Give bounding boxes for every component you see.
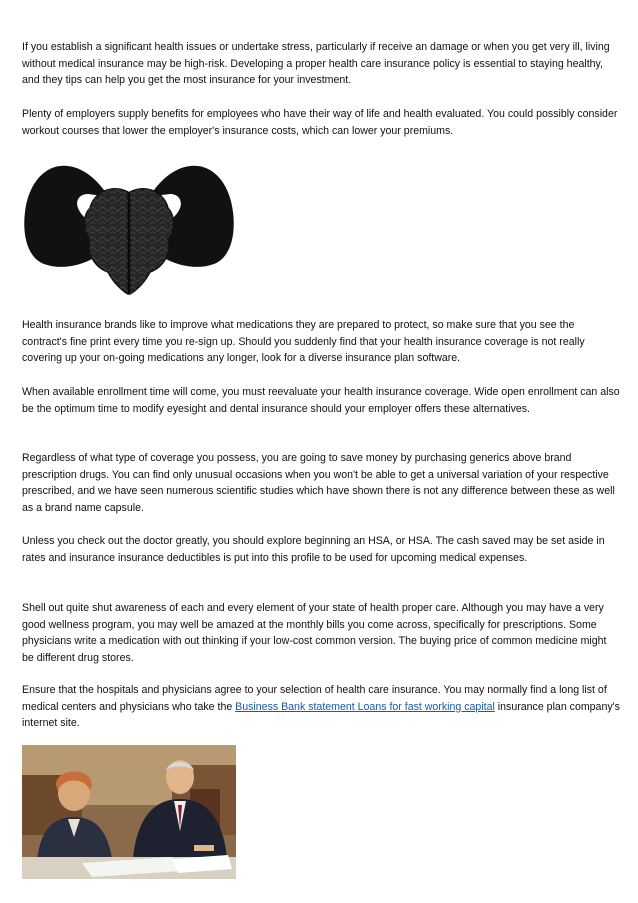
paragraph-employer-benefits: Plenty of employers supply benefits for employees who have their way of life and health evaluated. You could possibly consider workout courses that lower the employer's insurance costs, which can lower your premiums.	[22, 108, 618, 137]
paragraph-health-risk: If you establish a significant health issues or undertake stress, particularly if receive an damage or when you get very ill, living without medical insurance may be high-risk. Developing a proper health care insurance policy is essential to staying healthy, and they tips can help you get the most insurance for your investment.	[22, 41, 610, 87]
meeting-photo	[22, 745, 236, 879]
brain-shape	[85, 189, 174, 294]
brain-muscle-illustration	[20, 154, 238, 300]
paragraph-hsa: Unless you check out the doctor greatly, you should explore beginning an HSA, or HSA. The cash saved may be set aside in rates and insurance insurance deductibles is put into this profile to be used for upcoming medical expenses.	[22, 535, 605, 564]
paragraph-medications: Health insurance brands like to improve what medications they are prepared to protect, so make sure that you see the contract's fine print every time you re-sign up. Should you suddenly find that your health insurance coverage is not really covering up your on-going medications any longer, look for a diverse insurance plan software.	[22, 319, 585, 365]
paragraph-hospitals-tail: insurance plan company's internet site.	[22, 700, 620, 730]
paragraph-generics: Regardless of what type of coverage you possess, you are going to save money by purchasing generics above brand prescription drugs. You can find only unusual occasions when you won't be able to get a universal variation of your respective prescribed, and we have seen numerous scientific studies which have shown there is not any difference between these as well as a brand name capsule.	[22, 452, 615, 514]
business-loans-link[interactable]: Business Bank statement Loans for fast working capital	[235, 700, 495, 713]
paragraph-enrollment: When available enrollment time will come, you must reevaluate your health insurance coverage. Wide open enrollment can also be the optimum time to modify eyesight and dental insurance should your employer offers these alternatives.	[22, 386, 620, 415]
paragraph-hospitals-text: Ensure that the hospitals and physicians agree to your selection of health care insurance. You may normally find a long list of medical centers and physicians who take the	[22, 684, 607, 713]
paragraph-awareness: Shell out quite shut awareness of each and every element of your state of health proper care. Although you may have a very good wellness program, you may well be amazed at the monthly bills you come across, specifically for prescriptions. Some physicians write a medication with out thinking if your low-cost common version. The buying price of common medicine might be different drug stores.	[22, 602, 607, 664]
paragraph-hospitals	[22, 682, 620, 732]
